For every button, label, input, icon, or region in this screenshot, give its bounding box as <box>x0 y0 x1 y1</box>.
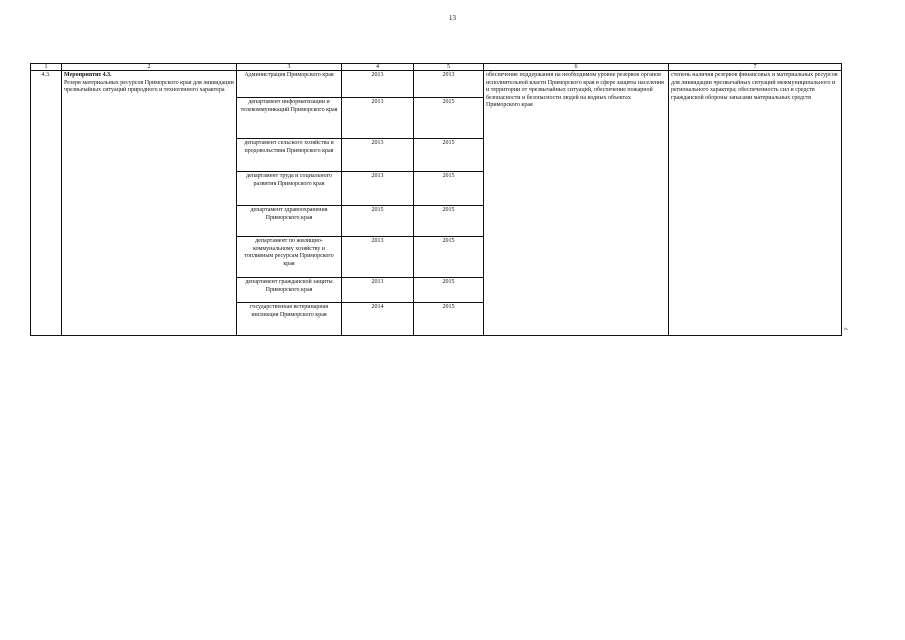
column-header: 1 <box>31 64 62 71</box>
end-year: 2015 <box>414 278 484 303</box>
column-numbers-row <box>31 64 842 71</box>
measure-description: Резерв материальных ресурсов Приморского края для ликвидации чрезвычайных ситуаций природного и техногенного характера <box>64 79 234 93</box>
measure-title: Мероприятие 4.3. <box>64 72 112 78</box>
start-year: 2015 <box>342 206 414 237</box>
table-row <box>31 71 842 98</box>
end-year: 2015 <box>414 172 484 206</box>
column-header: 3 <box>237 64 342 71</box>
start-year: 2013 <box>342 172 414 206</box>
executor-name: департамент информатизации и телекоммуникаций Приморского края <box>237 98 342 139</box>
end-year: 2015 <box>414 237 484 278</box>
measure-number: 4.3. <box>31 71 62 336</box>
column-header: 2 <box>62 64 237 71</box>
executor-name: департамент по жилищно-коммунальному хозяйству и топливным ресурсам Приморского края <box>237 237 342 278</box>
page-number: 13 <box>449 14 456 22</box>
end-year: 2015 <box>414 303 484 336</box>
column-header: 4 <box>342 64 414 71</box>
executor-name: департамент сельского хозяйства и продовольствия Приморского края <box>237 139 342 172</box>
start-year: 2014 <box>342 303 414 336</box>
measures-table <box>30 63 842 336</box>
indicator: степень наличия резервов финансовых и материальных ресурсов для ликвидации чрезвычайных ситуаций межмуниципального и регионального характера; обеспеченность сил и средств гражданской обороны запасами материальных средств <box>669 71 842 336</box>
start-year: 2013 <box>342 237 414 278</box>
start-year: 2013 <box>342 71 414 98</box>
executor-name: департамент гражданской защиты Приморского края <box>237 278 342 303</box>
end-year: 2015 <box>414 98 484 139</box>
executor-name: департамент здравоохранения Приморского края <box>237 206 342 237</box>
end-year: 2015 <box>414 206 484 237</box>
executor-name: Администрация Приморского края <box>237 71 342 98</box>
start-year: 2013 <box>342 98 414 139</box>
measure-cell <box>62 71 237 336</box>
column-header: 5 <box>414 64 484 71</box>
column-header: 7 <box>669 64 842 71</box>
column-header: 6 <box>484 64 669 71</box>
executor-name: департамент труда и социального развития Приморского края <box>237 172 342 206</box>
start-year: 2013 <box>342 139 414 172</box>
end-year: 2013 <box>414 71 484 98</box>
start-year: 2013 <box>342 278 414 303</box>
expected-result: обеспечение поддержания на необходимом уровне резервов органов исполнительной власти Приморского края в сфере защиты населения и территории от чрезвычайных ситуаций, обеспечение пожарной безопасности и безопасности людей на водных объектах Приморского края <box>484 71 669 336</box>
executor-name: государственная ветеринарная инспекция Приморского края <box>237 303 342 336</box>
closing-quote-mark: ». <box>844 326 849 332</box>
end-year: 2015 <box>414 139 484 172</box>
